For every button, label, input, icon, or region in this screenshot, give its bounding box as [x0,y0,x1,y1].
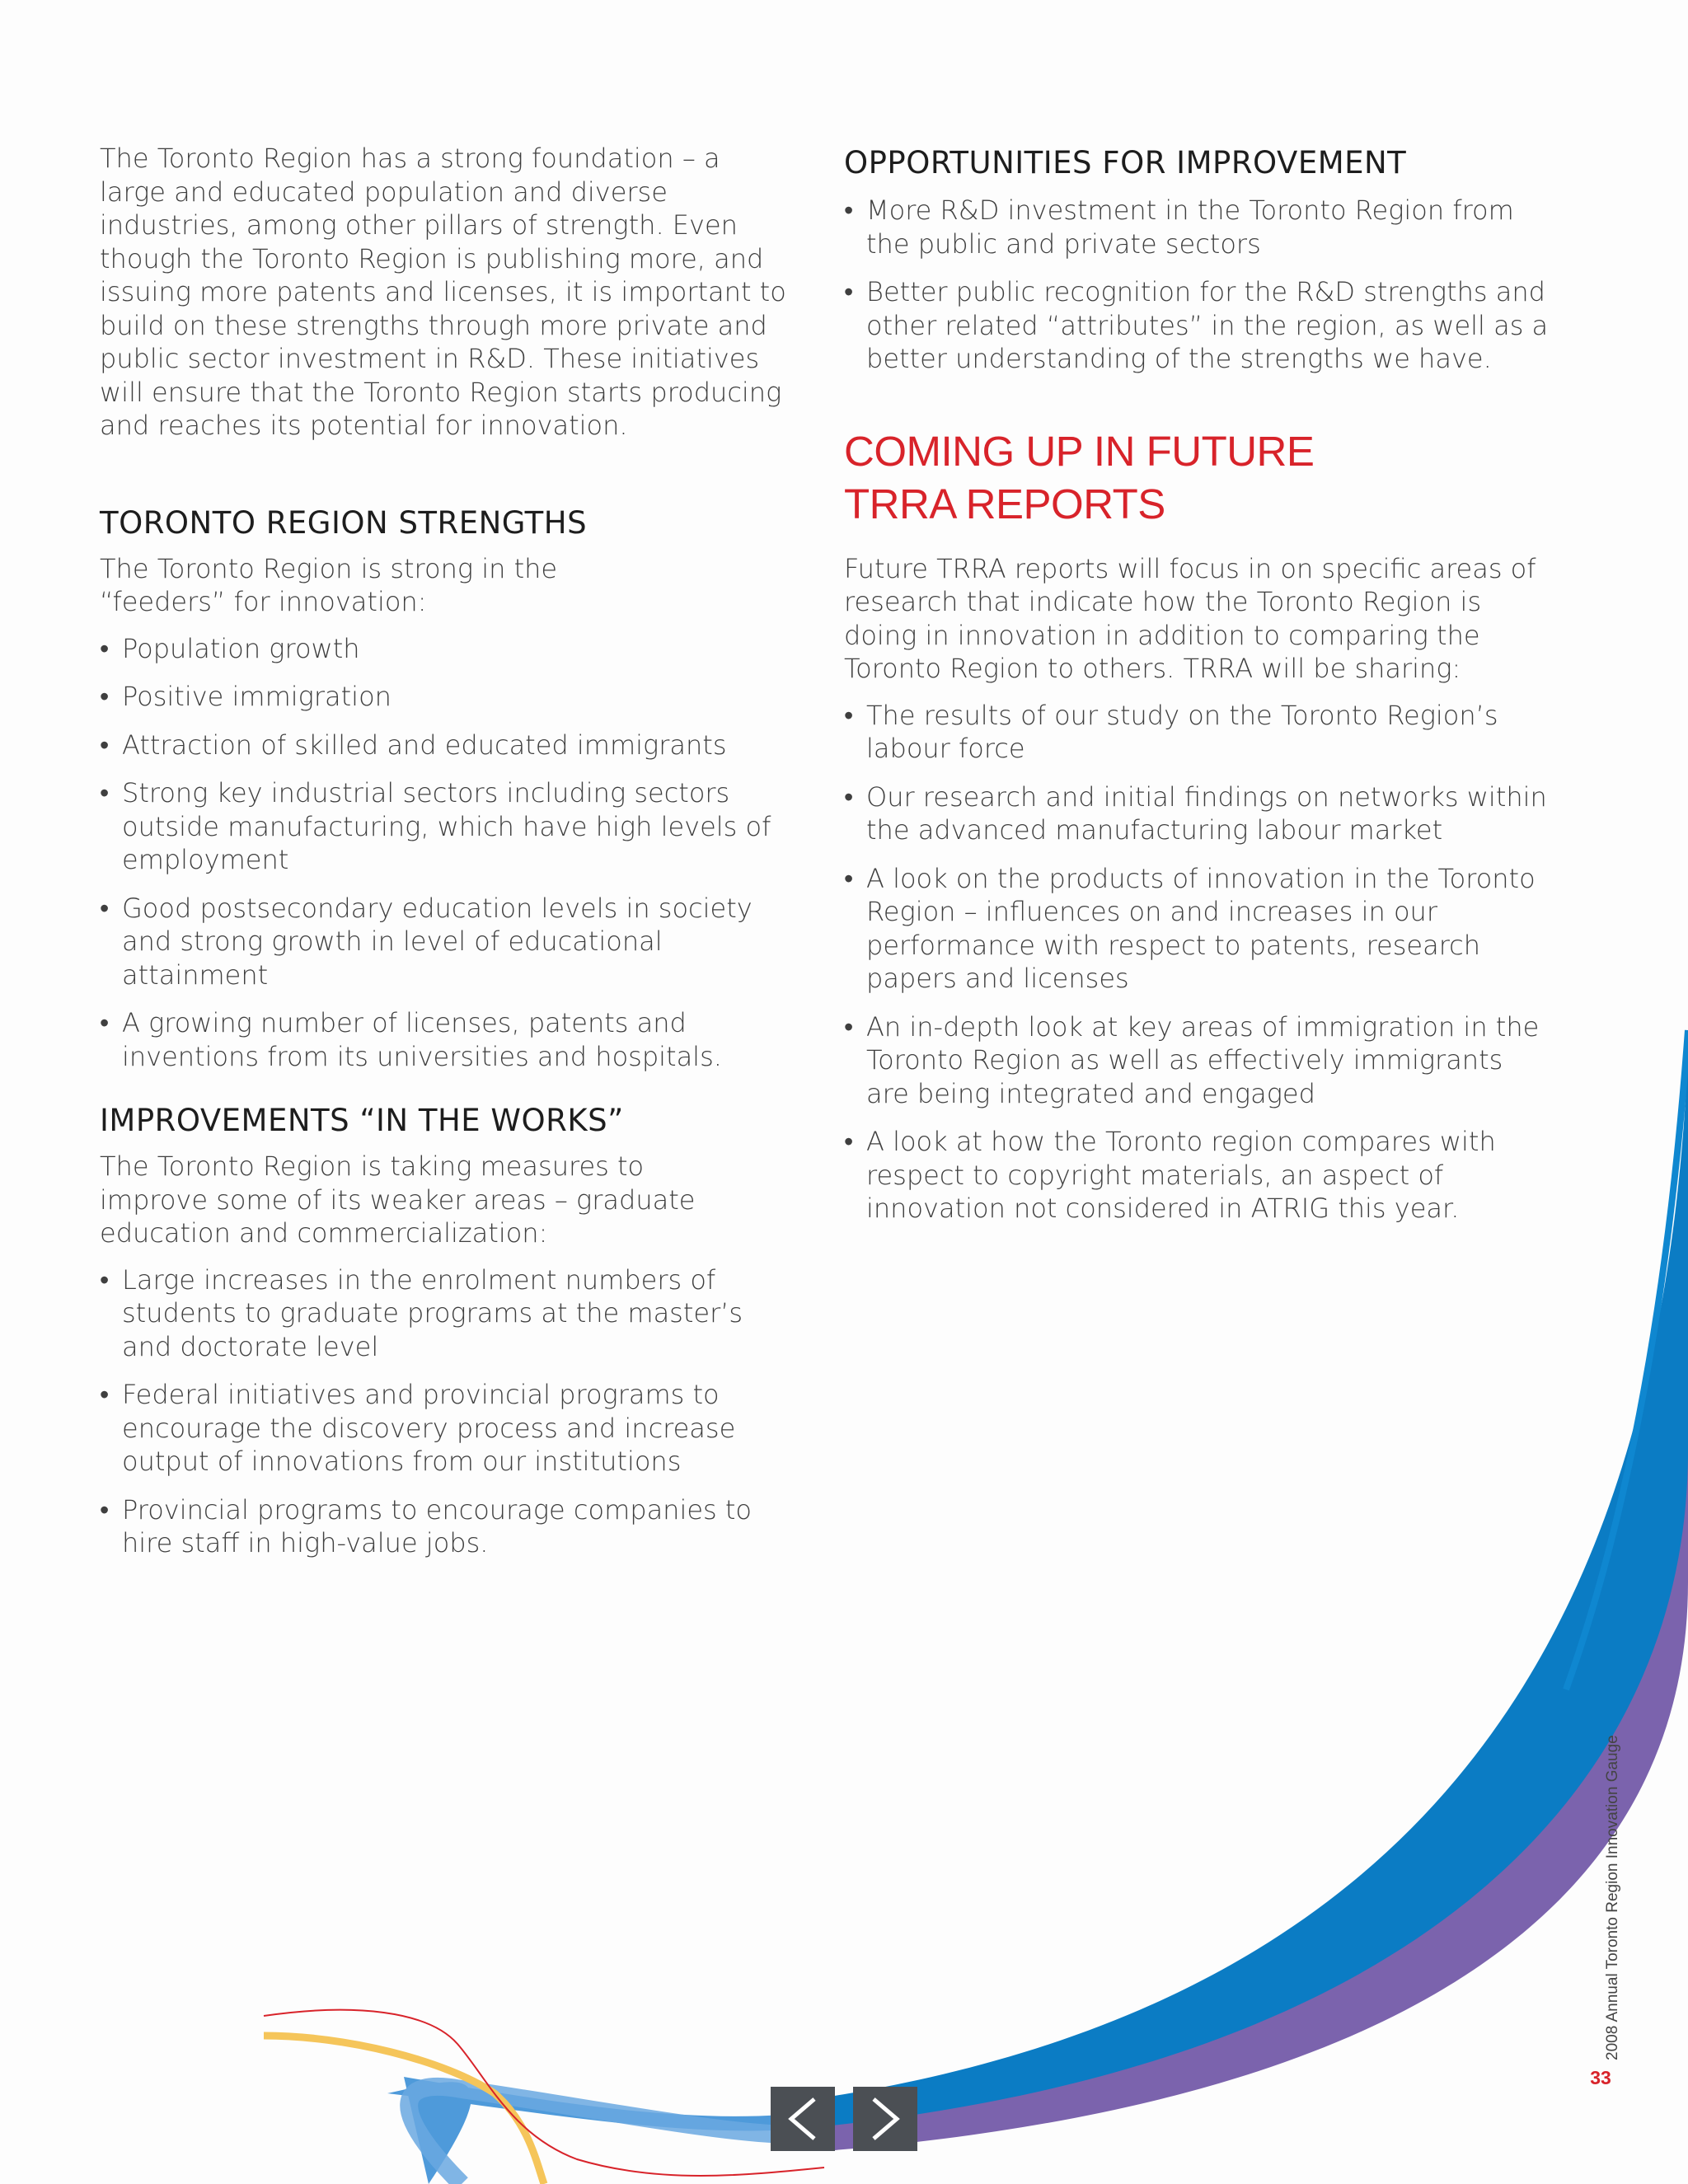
bullet-icon: • [100,1263,110,1296]
bullet-icon: • [844,862,854,894]
chevron-left-icon [785,2096,821,2142]
list-item: • Population growth [100,632,360,664]
bullet-icon: • [100,1493,110,1526]
list-item: • Strong key industrial sectors including sectors outside manufacturing, which have high levels of employment [100,777,771,875]
future-lead: Future TRRA reports will focus in on specific areas of research that indicate how the Toronto Region is doing in innovation in addition to comparing the Toronto Region to others. TRRA will be sharing: [844,552,1536,684]
list-item: • More R&D investment in the Toronto Region from the public and private sectors [844,194,1514,260]
bullet-icon: • [844,1010,854,1043]
previous-page-button[interactable] [771,2087,835,2151]
list-item: • A look at how the Toronto region compares with respect to copyright materials, an aspect of innovation not considered in ATRIG this year. [844,1126,1496,1224]
strengths-list [100,632,792,1074]
bullet-icon: • [100,729,110,761]
opportunities-heading: OPPORTUNITIES FOR IMPROVEMENT [844,145,1407,180]
bullet-icon: • [100,1379,110,1410]
page-number: 33 [1590,2067,1611,2088]
strengths-lead: The Toronto Region is strong in the “feeders” for innovation: [100,552,558,617]
chevron-right-icon [867,2096,903,2142]
right-column [844,142,1549,1240]
improvements-list [100,1263,792,1560]
future-heading-line-1: COMING UP IN FUTURE [844,427,1315,475]
list-item: • Positive immigration [100,681,392,712]
bullet-icon: • [100,777,110,808]
list-item: • Our research and initial findings on networks within the advanced manufacturing labour market [844,780,1547,846]
improvements-lead: The Toronto Region is taking measures to improve some of its weaker areas – graduate education and commercialization: [100,1151,696,1249]
list-item: • Federal initiatives and provincial programs to encourage the discovery process and increase output of innovations from our institutions [100,1379,736,1477]
future-list [844,699,1549,1226]
list-item: • Large increases in the enrolment numbers of students to graduate programs at the master’s and doctorate level [100,1263,743,1362]
bullet-icon: • [844,1126,854,1157]
publication-title: 2008 Annual Toronto Region Innovation Gauge [1604,1735,1621,2060]
bullet-icon: • [844,780,854,813]
bullet-icon: • [100,1007,110,1038]
left-column [100,142,792,1575]
opportunities-list [844,194,1549,376]
bullet-icon: • [100,681,110,712]
list-item: • Better public recognition for the R&D strengths and other related “attributes” in the region, as well as a better understanding of the strengths we have. [844,276,1549,374]
list-item: • A growing number of licenses, patents and inventions from its universities and hospitals. [100,1007,722,1072]
list-item: • Provincial programs to encourage companies to hire staff in high-value jobs. [100,1493,752,1558]
list-item: • A look on the products of innovation in the Toronto Region – influences on and increases in our performance with respect to patents, research papers and licenses [844,862,1536,994]
list-item: • Good postsecondary education levels in society and strong growth in level of educational attainment [100,892,753,991]
bullet-icon: • [844,194,854,226]
next-page-button[interactable] [853,2087,917,2151]
future-heading-line-2: TRRA REPORTS [844,480,1165,527]
list-item: • An in-depth look at key areas of immigration in the Toronto Region as well as effectively immigrants are being integrated and engaged [844,1010,1540,1109]
list-item: • The results of our study on the Toronto Region’s labour force [844,699,1498,764]
list-item: • Attraction of skilled and educated immigrants [100,729,727,761]
bullet-icon: • [100,892,110,924]
future-reports-heading [844,425,1549,531]
improvements-heading: IMPROVEMENTS “IN THE WORKS” [100,1103,624,1138]
intro-paragraph: The Toronto Region has a strong foundation – a large and educated population and diverse industries, among other pillars of strength. Even though the Toronto Region is publishing more, and issuing more patents and licenses, it is important to build on these strengths through more private and public sector investment in R&D. These initiatives will ensure that the Toronto Region starts producing and reaches its potential for innovation. [100,143,786,441]
bullet-icon: • [844,276,854,307]
bullet-icon: • [844,699,854,731]
strengths-heading: TORONTO REGION STRENGTHS [100,504,588,541]
bullet-icon: • [100,632,110,664]
